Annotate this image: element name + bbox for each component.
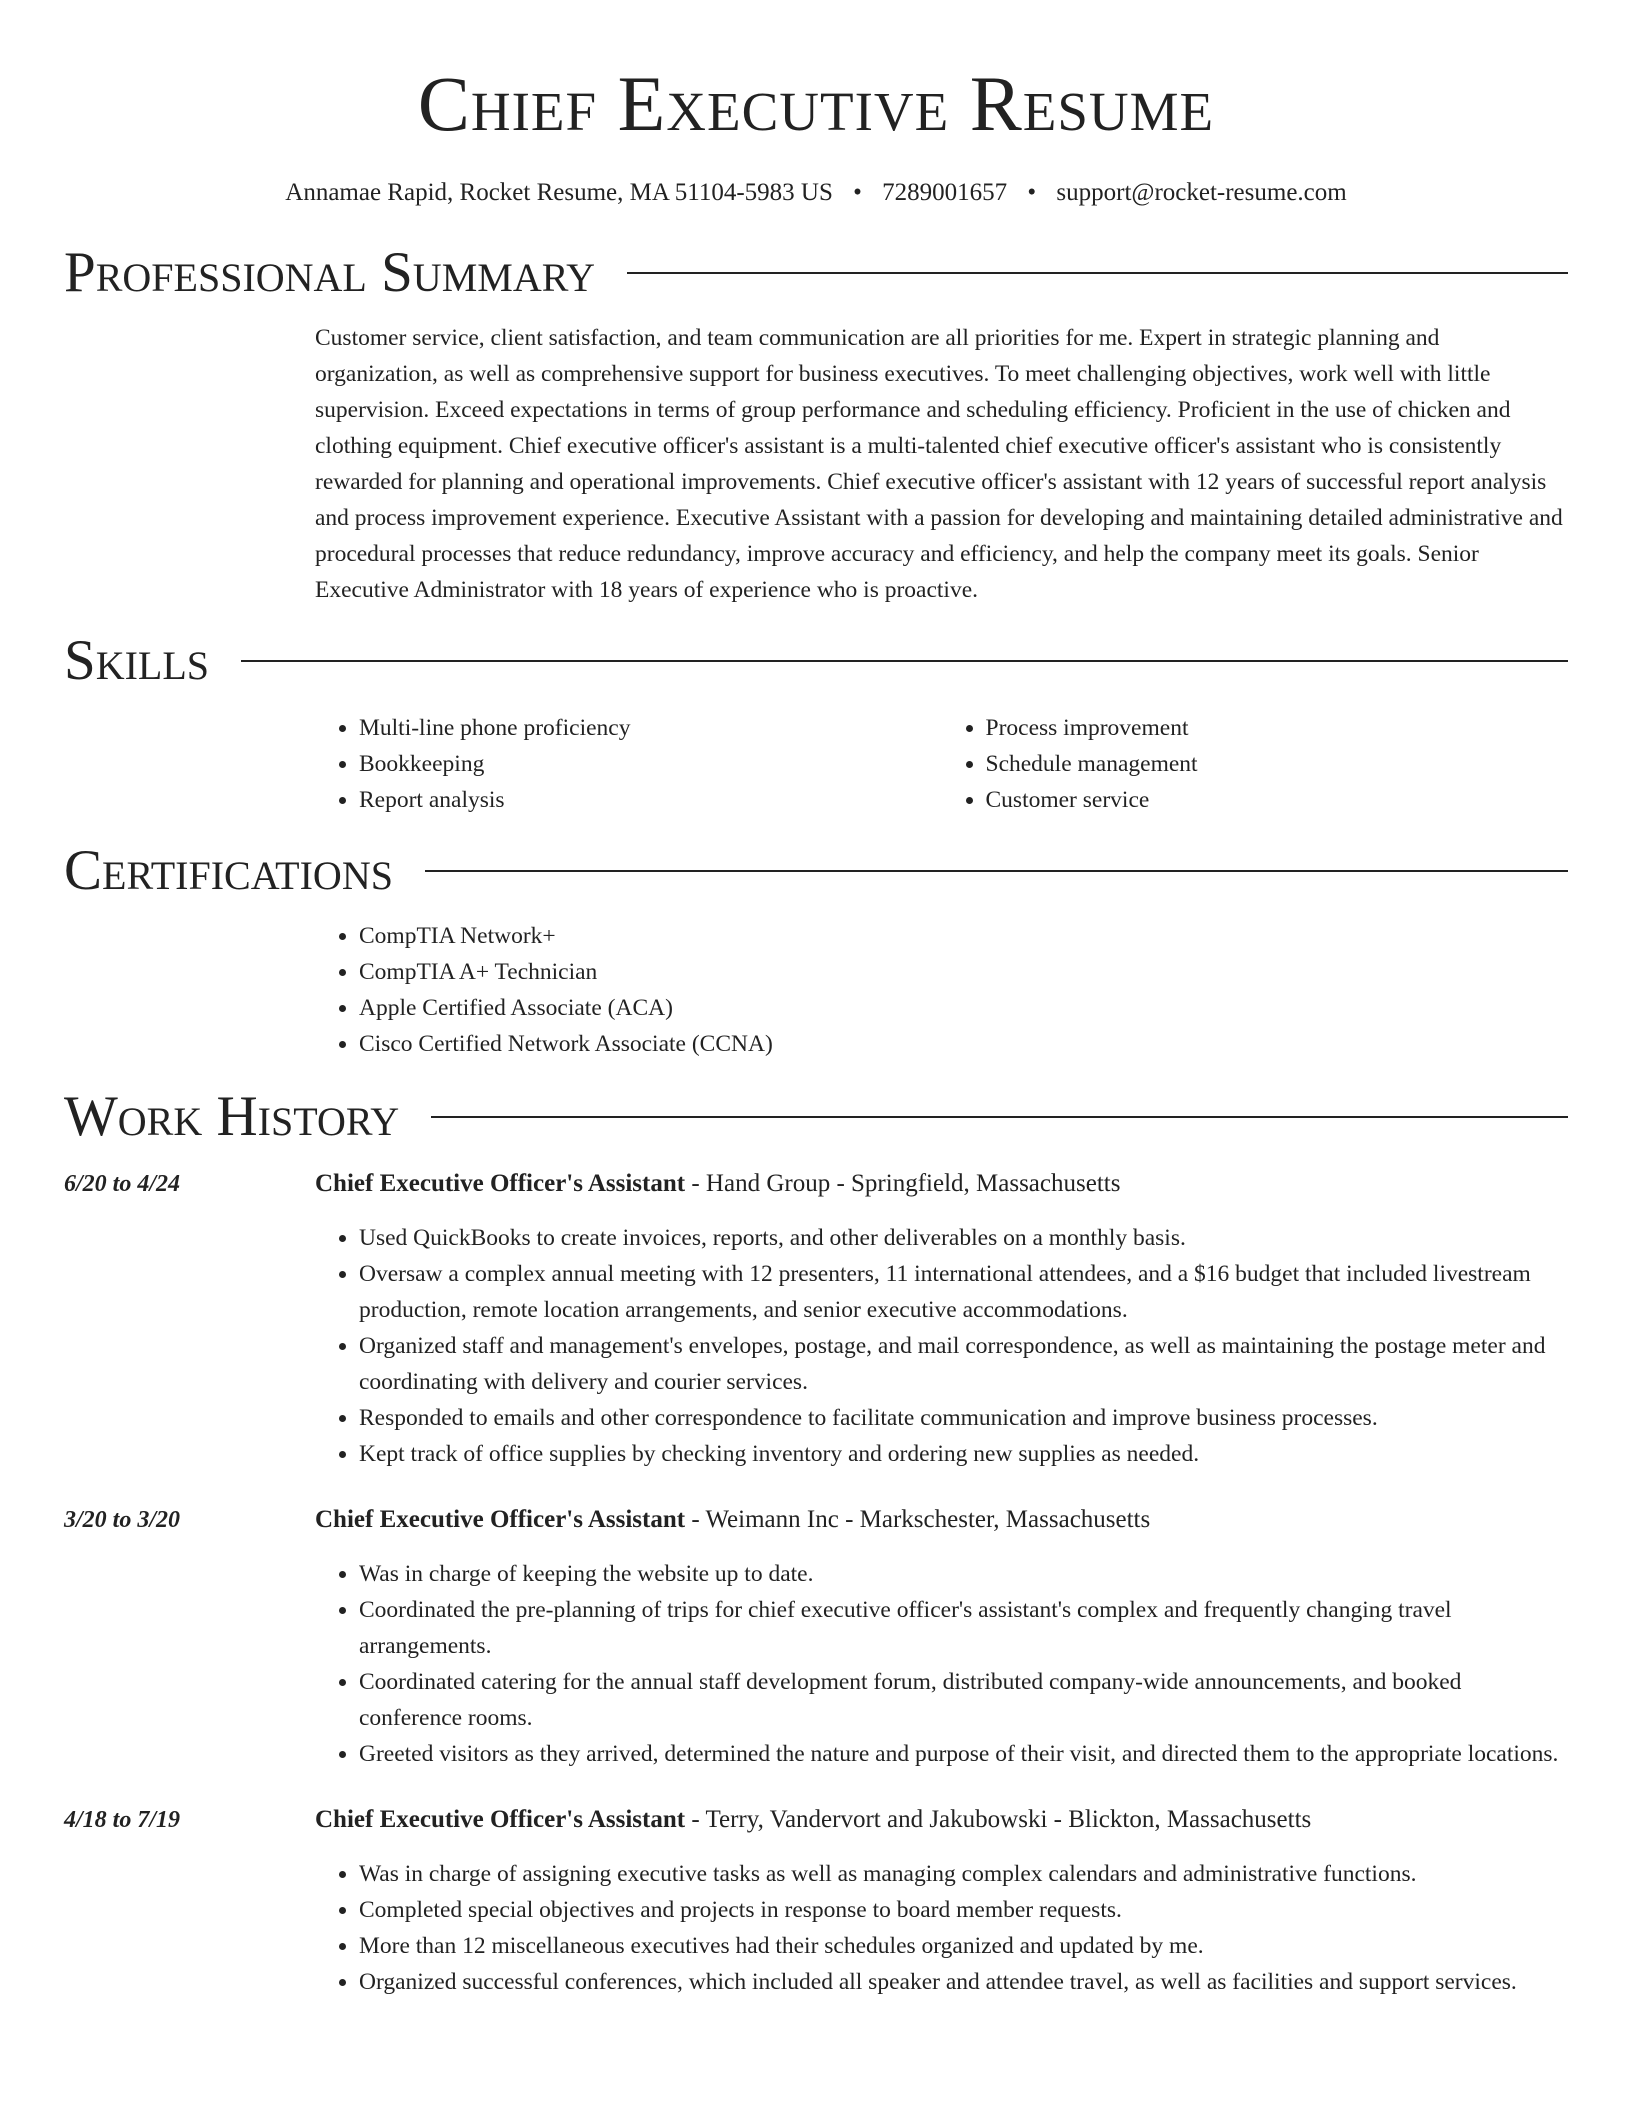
skill-item: • Report analysis	[359, 782, 942, 818]
contact-line	[64, 178, 1568, 208]
certification-item: • Cisco Certified Network Associate (CCNA)	[359, 1026, 1568, 1062]
job-bullet: • Was in charge of assigning executive tasks as well as managing complex calendars and administrative functions.	[359, 1856, 1568, 1892]
section-divider	[627, 272, 1568, 274]
skill-item: • Bookkeeping	[359, 746, 942, 782]
skills-list	[315, 710, 1568, 818]
contact-separator: •	[853, 179, 862, 206]
job-entry	[64, 1166, 1568, 1472]
resume-page	[64, 0, 1568, 2000]
skill-item: • Multi-line phone proficiency	[359, 710, 942, 746]
job-role: Chief Executive Officer's Assistant	[315, 1170, 686, 1197]
certifications-list	[315, 918, 1568, 1062]
job-title-line	[315, 1502, 1150, 1538]
skills-section-header	[64, 630, 1568, 692]
job-dates: 6/20 to 4/24	[64, 1171, 181, 1197]
job-bullet: • Coordinated catering for the annual staff development forum, distributed company-wide announcements, and booked conference rooms.	[359, 1664, 1568, 1736]
job-header	[64, 1802, 1568, 1838]
certifications-body	[315, 918, 1568, 1062]
contact-email: support@rocket-resume.com	[1056, 179, 1347, 206]
job-bullet: • Kept track of office supplies by checking inventory and ordering new supplies as needed.	[359, 1436, 1568, 1472]
job-bullets-wrap	[315, 1556, 1568, 1772]
job-bullet: • Responded to emails and other correspondence to facilitate communication and improve business processes.	[359, 1400, 1568, 1436]
section-divider	[431, 1116, 1568, 1118]
job-entry	[64, 1502, 1568, 1772]
job-title-line	[315, 1802, 1311, 1838]
job-bullet: • Was in charge of keeping the website up to date.	[359, 1556, 1568, 1592]
certification-item: • CompTIA Network+	[359, 918, 1568, 954]
skills-column-left	[315, 710, 942, 818]
skill-item: • Process improvement	[986, 710, 1569, 746]
job-details: - Terry, Vandervort and Jakubowski - Blickton, Massachusetts	[685, 1806, 1312, 1833]
contact-phone: 7289001657	[882, 179, 1008, 206]
job-bullet: • Organized successful conferences, which included all speaker and attendee travel, as well as facilities and support services.	[359, 1964, 1568, 2000]
work-heading: Work History	[64, 1085, 400, 1148]
certification-item: • CompTIA A+ Technician	[359, 954, 1568, 990]
job-details: - Weimann Inc - Markschester, Massachusetts	[685, 1506, 1151, 1533]
document-title: Chief Executive Resume	[417, 60, 1215, 147]
job-title-line	[315, 1166, 1120, 1202]
summary-body	[315, 320, 1568, 608]
job-bullets	[315, 1556, 1568, 1772]
certification-item: • Apple Certified Associate (ACA)	[359, 990, 1568, 1026]
job-bullets	[315, 1856, 1568, 2000]
summary-text: Customer service, client satisfaction, and team communication are all priorities for me. Expert in strategic planning and organization, as well as comprehensive support for business executives. To meet challenging objectives, work well with little supervision. Exceed expectations in terms of group performance and scheduling efficiency. Proficient in the use of chicken and clothing equipment. Chief executive officer's assistant is a multi-talented chief executive officer's assistant who is consistently rewarded for planning and operational improvements. Chief executive officer's assistant with 12 years of successful report analysis and process improvement experience. Executive Assistant with a passion for developing and maintaining detailed administrative and procedural processes that reduce redundancy, improve accuracy and efficiency, and help the company meet its goals. Senior Executive Administrator with 18 years of experience who is proactive.	[315, 325, 1563, 603]
job-bullet: • Completed special objectives and projects in response to board member requests.	[359, 1892, 1568, 1928]
skills-heading: Skills	[64, 629, 210, 692]
job-dates: 3/20 to 3/20	[64, 1507, 181, 1533]
job-bullet: • More than 12 miscellaneous executives had their schedules organized and updated by me.	[359, 1928, 1568, 1964]
work-section-header	[64, 1086, 1568, 1148]
summary-heading: Professional Summary	[64, 241, 596, 304]
section-divider	[425, 870, 1568, 872]
job-bullet: • Greeted visitors as they arrived, determined the nature and purpose of their visit, and directed them to the appropriate locations.	[359, 1736, 1568, 1772]
certifications-heading: Certifications	[64, 839, 393, 902]
job-dates: 4/18 to 7/19	[64, 1807, 181, 1833]
job-bullets-wrap	[315, 1220, 1568, 1472]
job-details: - Hand Group - Springfield, Massachusetts	[685, 1170, 1121, 1197]
contact-separator: •	[1027, 179, 1037, 206]
job-bullets-wrap	[315, 1856, 1568, 2000]
certifications-section-header	[64, 840, 1568, 902]
skill-item: • Schedule management	[986, 746, 1569, 782]
skill-item: • Customer service	[986, 782, 1569, 818]
job-bullets	[315, 1220, 1568, 1472]
job-role: Chief Executive Officer's Assistant	[315, 1506, 686, 1533]
job-bullet: • Coordinated the pre-planning of trips for chief executive officer's assistant's complex and frequently changing travel arrangements.	[359, 1592, 1568, 1664]
job-header	[64, 1502, 1568, 1538]
job-bullet: • Oversaw a complex annual meeting with 12 presenters, 11 international attendees, and a $16 budget that included livestream production, remote location arrangements, and senior executive accommodations.	[359, 1256, 1568, 1328]
job-entry	[64, 1802, 1568, 2000]
job-header	[64, 1166, 1568, 1202]
summary-section-header	[64, 242, 1568, 304]
job-bullet: • Used QuickBooks to create invoices, reports, and other deliverables on a monthly basis.	[359, 1220, 1568, 1256]
skills-column-right	[942, 710, 1569, 818]
job-bullet: • Organized staff and management's envelopes, postage, and mail correspondence, as well as maintaining the postage meter and coordinating with delivery and courier services.	[359, 1328, 1568, 1400]
job-role: Chief Executive Officer's Assistant	[315, 1806, 686, 1833]
contact-address: Annamae Rapid, Rocket Resume, MA 51104-5983 US	[285, 179, 833, 206]
section-divider	[241, 660, 1568, 662]
